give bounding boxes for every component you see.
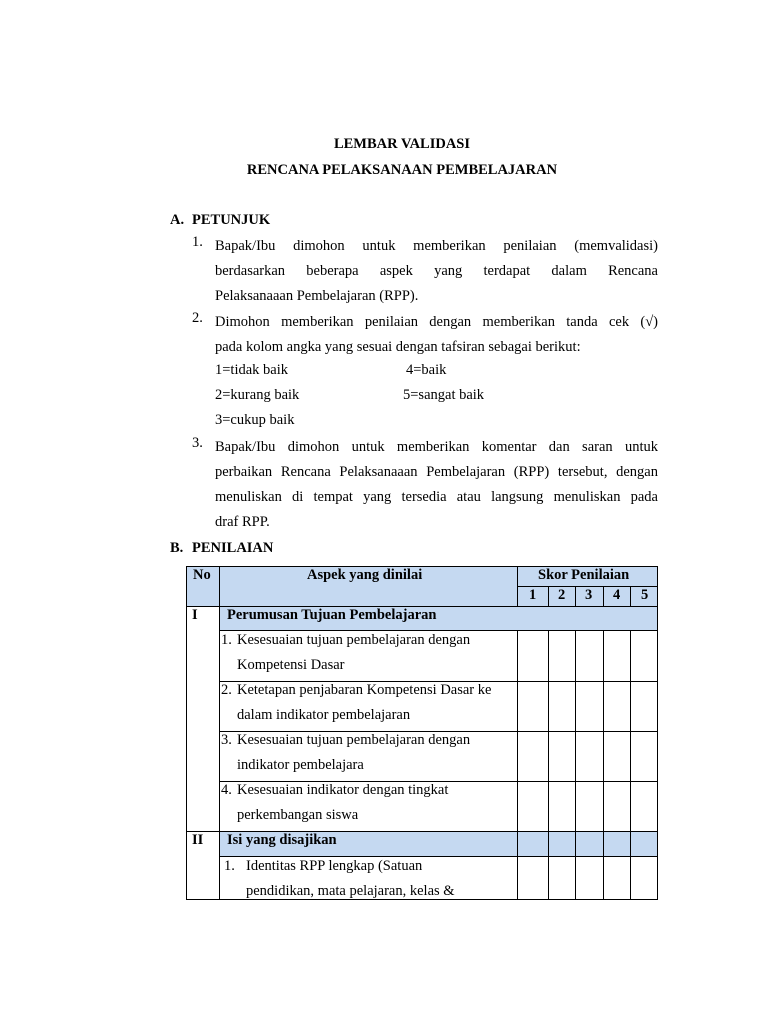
group-2-number: II	[192, 832, 204, 848]
table-border	[186, 566, 658, 567]
section-a-letter: A.	[170, 212, 185, 228]
score-col-2: 2	[558, 587, 566, 603]
instruction-number: 2.	[192, 310, 203, 326]
item-text-line1: Kesesuaian tujuan pembelajaran dengan	[237, 632, 471, 648]
score-divider	[517, 831, 518, 856]
score-header-divider	[517, 586, 658, 587]
table-divider	[517, 856, 518, 900]
instruction-line: menuliskan di tempat yang tersedia atau langsung menuliskan pada	[215, 489, 658, 505]
score-divider	[548, 586, 549, 606]
item-text-line1: Kesesuaian indikator dengan tingkat	[237, 782, 449, 798]
item-number: 1.	[221, 632, 232, 648]
item-number: 1.	[224, 858, 235, 874]
score-col-3: 3	[585, 587, 593, 603]
scale-1: 1=tidak baik	[215, 362, 289, 378]
table-divider	[219, 566, 220, 900]
header-aspect: Aspek yang dinilai	[307, 567, 423, 583]
item-text-line2: Kompetensi Dasar	[237, 657, 345, 673]
section-b-letter: B.	[170, 540, 184, 556]
score-col-4: 4	[613, 587, 621, 603]
item-text-line2: pendidikan, mata pelajaran, kelas &	[246, 883, 455, 899]
scale-2: 2=kurang baik	[215, 387, 300, 403]
instruction-line: perbaikan Rencana Pelaksanaaan Pembelajaran (RPP) tersebut, dengan	[215, 464, 658, 480]
section-b-label: PENILAIAN	[192, 540, 274, 556]
row-divider	[219, 781, 658, 782]
document-subtitle: RENCANA PELAKSANAAN PEMBELAJARAN	[246, 162, 558, 178]
group-2-title: Isi yang disajikan	[227, 832, 337, 848]
instruction-line: draf RPP.	[215, 514, 270, 530]
item-text-line2: indikator pembelajara	[237, 757, 364, 773]
instruction-line: berdasarkan beberapa aspek yang terdapat dalam Rencana	[215, 263, 658, 279]
document-title: LEMBAR VALIDASI	[333, 136, 471, 152]
assessment-table	[186, 566, 658, 900]
row-divider	[186, 606, 658, 607]
row-divider	[219, 630, 658, 631]
header-score: Skor Penilaian	[538, 567, 630, 583]
item-text-line2: dalam indikator pembelajaran	[237, 707, 411, 723]
group-1-title: Perumusan Tujuan Pembelajaran	[227, 607, 437, 623]
instruction-line: pada kolom angka yang sesuai dengan tafsiran sebagai berikut:	[215, 339, 581, 355]
table-border	[186, 566, 187, 900]
item-number: 2.	[221, 682, 232, 698]
instruction-number: 1.	[192, 234, 203, 250]
row-divider	[219, 856, 658, 857]
item-text-line1: Kesesuaian tujuan pembelajaran dengan	[237, 732, 471, 748]
item-text-line1: Identitas RPP lengkap (Satuan	[246, 858, 423, 874]
table-border	[186, 899, 658, 900]
score-divider	[603, 586, 604, 606]
score-divider	[575, 586, 576, 606]
instruction-line: Bapak/Ibu dimohon untuk memberikan penilaian (memvalidasi)	[215, 238, 658, 254]
score-divider	[630, 586, 631, 606]
item-text-line2: perkembangan siswa	[237, 807, 359, 823]
item-number: 4.	[221, 782, 232, 798]
item-text-line1: Ketetapan penjabaran Kompetensi Dasar ke	[237, 682, 492, 698]
score-divider	[603, 831, 604, 900]
header-no: No	[193, 567, 211, 583]
row-divider	[186, 831, 658, 832]
score-col-5: 5	[641, 587, 649, 603]
instruction-line: Pelaksanaaan Pembelajaran (RPP).	[215, 288, 419, 304]
instruction-number: 3.	[192, 435, 203, 451]
section-a-label: PETUNJUK	[192, 212, 271, 228]
item-number: 3.	[221, 732, 232, 748]
scale-4: 4=baik	[406, 362, 447, 378]
score-col-1: 1	[529, 587, 537, 603]
table-border	[657, 566, 658, 900]
scale-5: 5=sangat baik	[403, 387, 485, 403]
instruction-line: Dimohon memberikan penilaian dengan memberikan tanda cek (√)	[215, 314, 658, 330]
scale-3: 3=cukup baik	[215, 412, 295, 428]
score-divider	[630, 831, 631, 900]
score-divider	[548, 831, 549, 900]
row-divider	[219, 731, 658, 732]
group-1-number: I	[192, 607, 198, 623]
row-divider	[219, 681, 658, 682]
score-divider	[575, 831, 576, 900]
instruction-line: Bapak/Ibu dimohon untuk memberikan komentar dan saran untuk	[215, 439, 658, 455]
